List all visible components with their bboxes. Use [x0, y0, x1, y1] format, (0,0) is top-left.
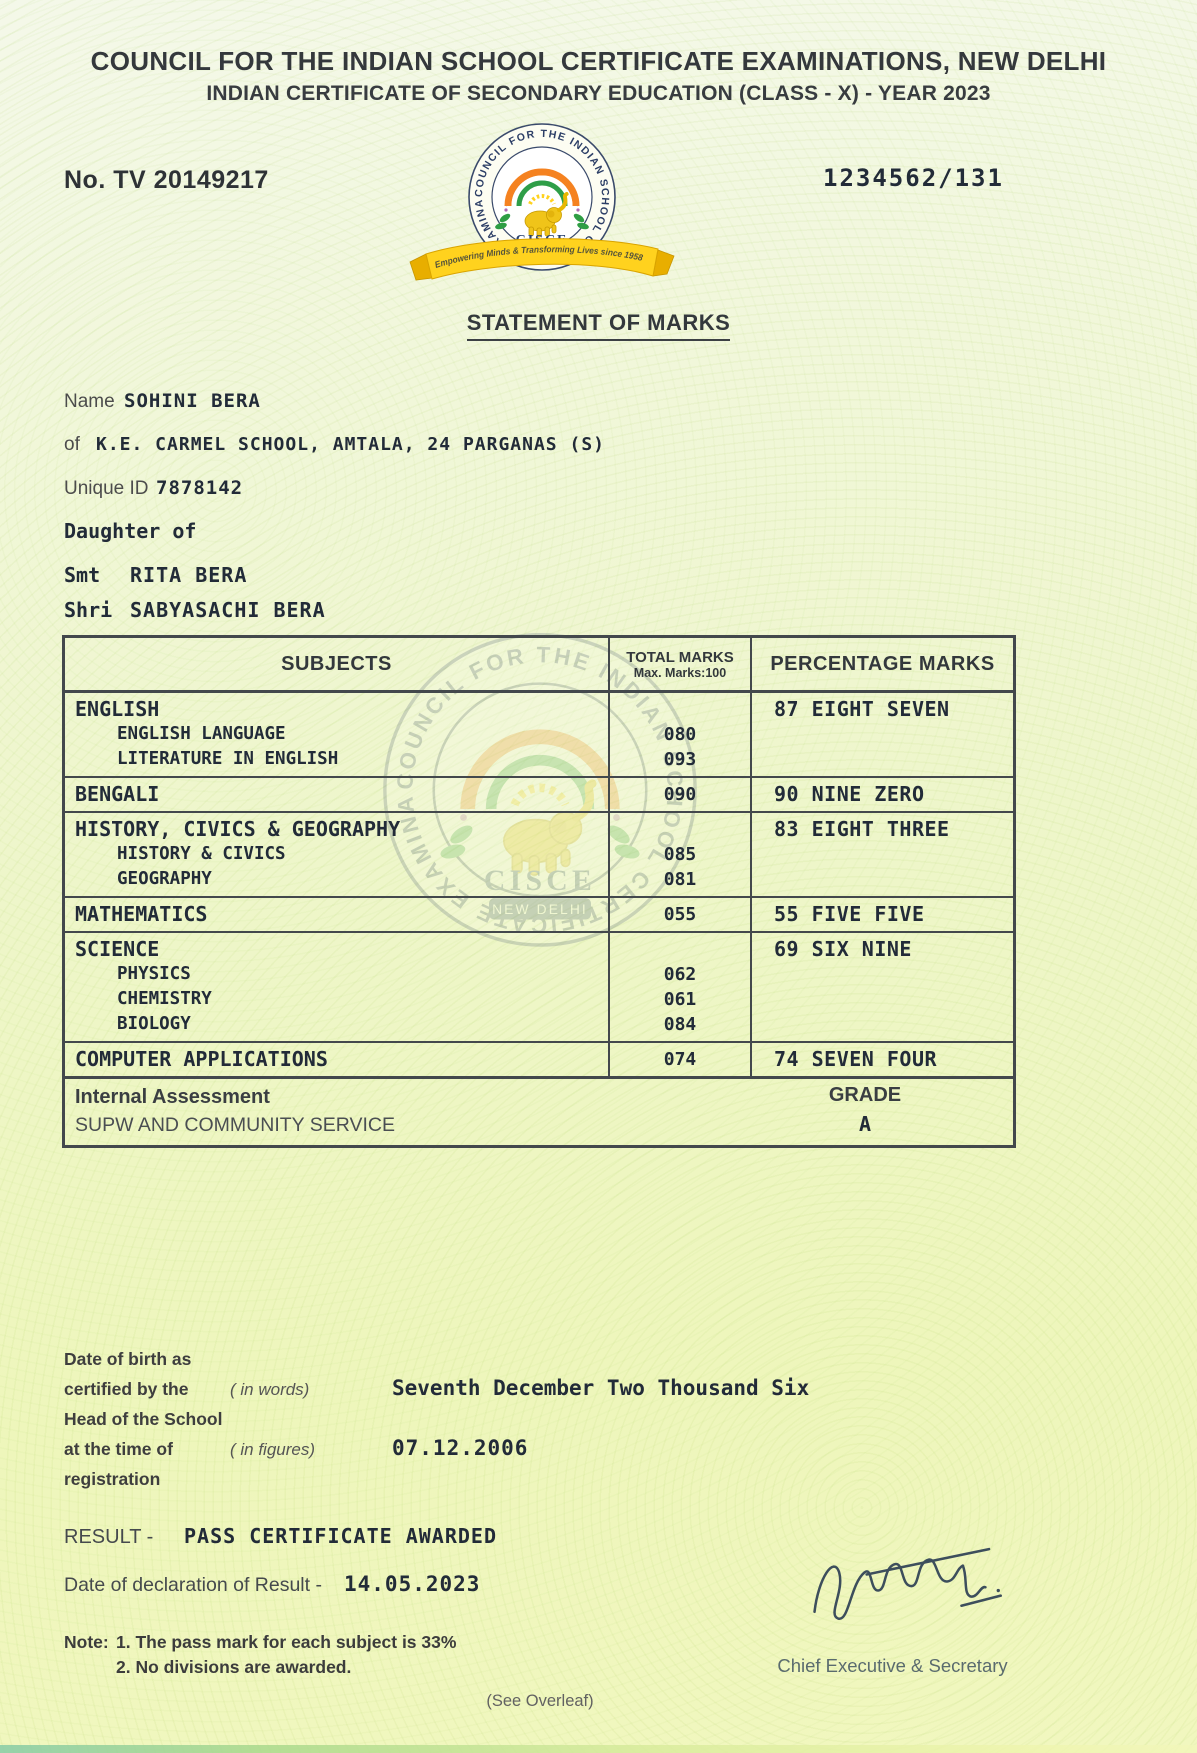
note-line-2: 2. No divisions are awarded.	[116, 1657, 352, 1677]
spacer	[64, 1655, 116, 1680]
cisce-emblem-logo	[402, 122, 682, 297]
note-line-1: 1. The pass mark for each subject is 33%	[116, 1632, 457, 1652]
subject-marks: 055	[663, 904, 697, 925]
school-label: of	[64, 434, 80, 455]
subject-percentage: 74 SEVEN FOUR	[774, 1047, 938, 1071]
subject-percentage: 55 FIVE FIVE	[774, 902, 925, 926]
table-row-history-civics-geography	[65, 811, 1013, 896]
dob-in-words: Seventh December Two Thousand Six	[392, 1376, 810, 1400]
document-title: STATEMENT OF MARKS	[467, 310, 731, 341]
subject-name: ENGLISH	[75, 697, 160, 721]
table-row-bengali	[65, 776, 1013, 811]
dob-label-line: certified by the	[64, 1379, 189, 1399]
table-row-mathematics	[65, 896, 1013, 931]
mother-title: Smt	[64, 563, 101, 587]
note-label: Note:	[64, 1632, 109, 1652]
unique-id: 7878142	[156, 477, 244, 499]
mother-line	[64, 563, 247, 587]
sub-subject-name: GEOGRAPHY	[117, 869, 212, 889]
subject-marks: 061	[663, 989, 697, 1010]
relation-label: Daughter of	[64, 519, 197, 543]
dob-label-block	[64, 1344, 234, 1494]
dob-label-line: Head of the School	[64, 1409, 223, 1429]
table-row-science	[65, 931, 1013, 1041]
name-label: Name	[64, 391, 115, 412]
dob-in-figures: 07.12.2006	[392, 1436, 529, 1460]
sub-subject-name: PHYSICS	[117, 964, 191, 984]
declaration-line	[64, 1572, 480, 1597]
unique-id-line	[64, 477, 243, 500]
mother-name: RITA BERA	[130, 563, 248, 587]
father-name: SABYASACHI BERA	[130, 598, 326, 622]
supw-label: SUPW AND COMMUNITY SERVICE	[75, 1114, 395, 1136]
col-header-subjects: SUBJECTS	[65, 638, 610, 690]
result-value: PASS CERTIFICATE AWARDED	[184, 1524, 497, 1548]
subject-name: MATHEMATICS	[75, 902, 208, 926]
grade-header: GRADE	[828, 1084, 902, 1106]
table-row-computer-applications	[65, 1041, 1013, 1076]
subject-marks: 084	[663, 1014, 697, 1035]
spacer	[610, 817, 750, 842]
subject-percentage: 87 EIGHT SEVEN	[774, 697, 950, 721]
notes-block	[64, 1630, 456, 1680]
result-line	[64, 1524, 497, 1549]
in-words-label: ( in words)	[230, 1380, 310, 1399]
col-header-total-marks	[610, 638, 752, 690]
max-marks-label: Max. Marks:100	[633, 665, 727, 680]
father-title: Shri	[64, 598, 113, 622]
scan-edge-band	[0, 1745, 1197, 1753]
subject-marks: 074	[663, 1049, 697, 1070]
marks-table-header	[65, 638, 1013, 693]
subject-marks: 093	[663, 749, 697, 770]
signatory-title: Chief Executive & Secretary	[777, 1655, 1008, 1676]
internal-assessment-label: Internal Assessment	[75, 1086, 270, 1108]
dob-label-line: Date of birth as	[64, 1349, 192, 1369]
certificate-number: No. TV 20149217	[64, 166, 269, 194]
dob-label-line: registration	[64, 1469, 161, 1489]
col-header-percentage: PERCENTAGE MARKS	[770, 652, 995, 675]
sub-subject-name: BIOLOGY	[117, 1014, 191, 1034]
unique-id-label: Unique ID	[64, 478, 149, 499]
subject-percentage: 83 EIGHT THREE	[774, 817, 950, 841]
subject-marks: 081	[663, 869, 697, 890]
subject-name: HISTORY, CIVICS & GEOGRAPHY	[75, 817, 401, 841]
subject-marks: 090	[663, 784, 697, 805]
subject-name: SCIENCE	[75, 937, 160, 961]
exam-title: INDIAN CERTIFICATE OF SECONDARY EDUCATION (CLASS - X) - YEAR 2023	[206, 82, 991, 105]
subject-marks: 085	[663, 844, 697, 865]
document-title-wrap	[0, 310, 1197, 341]
subject-name: BENGALI	[75, 782, 160, 806]
candidate-name: SOHINI BERA	[124, 390, 261, 412]
sub-subject-name: LITERATURE IN ENGLISH	[117, 749, 339, 769]
sub-subject-name: ENGLISH LANGUAGE	[117, 724, 286, 744]
subject-marks: 080	[663, 724, 697, 745]
father-line	[64, 598, 326, 622]
result-label: RESULT -	[64, 1526, 154, 1548]
sub-subject-name: CHEMISTRY	[117, 989, 212, 1009]
internal-assessment-section	[65, 1076, 1013, 1145]
roll-number: 1234562/131	[823, 164, 1004, 192]
in-figures-label: ( in figures)	[230, 1440, 316, 1459]
school-line	[64, 434, 605, 456]
name-line	[64, 390, 261, 413]
org-title: COUNCIL FOR THE INDIAN SCHOOL CERTIFICATE EXAMINATIONS, NEW DELHI	[90, 46, 1107, 76]
school-name: K.E. CARMEL SCHOOL, AMTALA, 24 PARGANAS (S)	[96, 434, 605, 455]
marks-table	[62, 635, 1016, 1148]
declaration-date: 14.05.2023	[344, 1572, 481, 1596]
dob-label-line: at the time of	[64, 1439, 173, 1459]
table-row-english	[65, 693, 1013, 776]
total-marks-label: TOTAL MARKS	[626, 648, 734, 666]
declaration-label: Date of declaration of Result -	[64, 1574, 322, 1596]
signature-scribble	[802, 1533, 1019, 1652]
subject-percentage: 90 NINE ZERO	[774, 782, 925, 806]
spacer	[610, 937, 750, 962]
sub-subject-name: HISTORY & CIVICS	[117, 844, 286, 864]
subject-name: COMPUTER APPLICATIONS	[75, 1047, 328, 1071]
grade-value: A	[858, 1112, 872, 1136]
overleaf-note: (See Overleaf)	[486, 1692, 594, 1710]
subject-marks: 062	[663, 964, 697, 985]
subject-percentage: 69 SIX NINE	[774, 937, 912, 961]
spacer	[610, 697, 750, 722]
